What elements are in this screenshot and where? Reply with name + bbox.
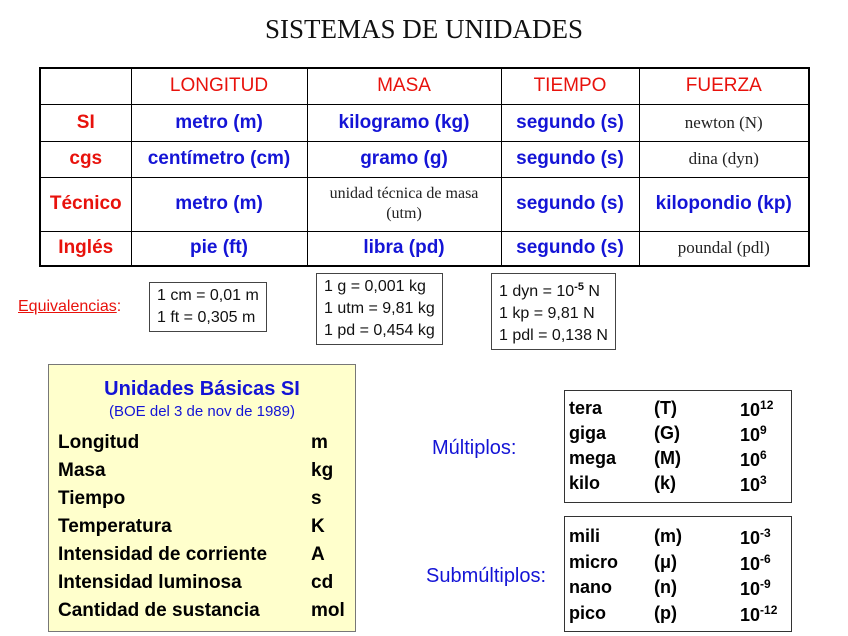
prefix-name: kilo: [569, 473, 601, 493]
equiv-line: 1 utm = 9,81 kg: [324, 300, 435, 317]
header-corner: [40, 68, 131, 104]
table-header-row: [40, 68, 809, 104]
header-fuerza: FUERZA: [639, 68, 809, 104]
equiv-line: 1 ft = 0,305 m: [157, 309, 256, 326]
prefix-power: [740, 603, 777, 626]
power-exponent: 12: [760, 398, 774, 412]
unit-name: Masa: [58, 460, 106, 481]
cell-tiempo: segundo (s): [501, 104, 639, 141]
table-row: [40, 231, 809, 266]
equiv-line: 1 pd = 0,454 kg: [324, 322, 435, 339]
row-system: Inglés: [40, 231, 131, 266]
power-base: 10: [740, 605, 761, 625]
cell-longitud: pie (ft): [131, 231, 307, 266]
prefix-symbol: (m): [654, 526, 682, 546]
basic-unit-row: [58, 544, 348, 572]
cell-longitud: centímetro (cm): [131, 141, 307, 177]
prefix-symbol: (k): [654, 473, 676, 493]
header-tiempo: TIEMPO: [501, 68, 639, 104]
unit-name: Temperatura: [58, 516, 172, 537]
unit-symbol: A: [311, 544, 325, 565]
prefix-symbol: (M): [654, 448, 681, 468]
prefix-power: [740, 398, 773, 421]
unit-name: Intensidad de corriente: [58, 544, 268, 565]
equiv-mass-box: [316, 273, 443, 345]
equiv-dyn-base: 1 dyn = 10: [499, 283, 575, 300]
cell-longitud: metro (m): [131, 177, 307, 231]
power-exponent: 6: [760, 448, 767, 462]
basic-units-title: Unidades Básicas SI: [104, 378, 300, 400]
cell-fuerza: newton (N): [639, 104, 809, 141]
basic-unit-row: [58, 516, 348, 544]
cell-masa: unidad técnica de masa (utm): [307, 177, 501, 231]
equivalencias-label: [18, 298, 121, 316]
unit-symbol: kg: [311, 460, 334, 481]
basic-unit-row: [58, 600, 348, 628]
unit-name: Intensidad luminosa: [58, 572, 242, 593]
cell-fuerza: dina (dyn): [639, 141, 809, 177]
power-exponent: -12: [760, 603, 778, 617]
prefix-power: [740, 577, 771, 600]
power-exponent: -6: [760, 552, 771, 566]
unit-name: Longitud: [58, 432, 140, 453]
power-base: 10: [740, 450, 761, 470]
cell-tiempo: segundo (s): [501, 177, 639, 231]
prefix-name: micro: [569, 552, 619, 572]
equiv-line: [499, 276, 608, 303]
unit-symbol: cd: [311, 572, 334, 593]
power-exponent: 9: [760, 423, 767, 437]
cell-masa: gramo (g): [307, 141, 501, 177]
equiv-line: 1 pdl = 0,138 N: [499, 327, 608, 344]
power-base: 10: [740, 425, 761, 445]
submultiplos-label: Submúltiplos:: [426, 565, 547, 587]
prefix-row: [569, 552, 789, 577]
power-exponent: -9: [760, 577, 771, 591]
cell-longitud: metro (m): [131, 104, 307, 141]
prefix-symbol: (n): [654, 577, 677, 597]
power-base: 10: [740, 554, 761, 574]
basic-unit-row: [58, 488, 348, 516]
unit-symbol: K: [311, 516, 325, 537]
equiv-line: 1 kp = 9,81 N: [499, 305, 595, 322]
cell-fuerza: poundal (pdl): [639, 231, 809, 266]
submultiplos-box: [564, 516, 792, 632]
table-row: [40, 177, 809, 231]
page-title: SISTEMAS DE UNIDADES: [264, 14, 583, 44]
power-base: 10: [740, 400, 761, 420]
unit-name: Cantidad de sustancia: [58, 600, 260, 621]
prefix-symbol: (T): [654, 398, 677, 418]
header-longitud: LONGITUD: [131, 68, 307, 104]
prefix-name: mega: [569, 448, 617, 468]
power-exponent: -3: [760, 526, 771, 540]
prefix-name: mili: [569, 526, 601, 546]
basic-unit-row: [58, 460, 348, 488]
unit-symbol: mol: [311, 600, 345, 621]
prefix-symbol: (μ): [654, 552, 678, 572]
power-exponent: 3: [760, 473, 767, 487]
row-system: cgs: [40, 141, 131, 177]
cell-tiempo: segundo (s): [501, 231, 639, 266]
prefix-row: [569, 448, 789, 473]
prefix-row: [569, 473, 789, 498]
equiv-line: 1 g = 0,001 kg: [324, 278, 426, 295]
prefix-power: [740, 552, 771, 575]
prefix-name: tera: [569, 398, 603, 418]
unit-name: Tiempo: [58, 488, 126, 509]
prefix-power: [740, 448, 767, 471]
table-row: [40, 141, 809, 177]
row-system: SI: [40, 104, 131, 141]
prefix-symbol: (G): [654, 423, 680, 443]
multiplos-box: [564, 390, 792, 503]
prefix-power: [740, 423, 767, 446]
basic-units-subtitle: (BOE del 3 de nov de 1989): [109, 403, 295, 420]
cell-masa: kilogramo (kg): [307, 104, 501, 141]
unit-symbol: s: [311, 488, 322, 509]
cell-fuerza: kilopondio (kp): [639, 177, 809, 231]
header-masa: MASA: [307, 68, 501, 104]
prefix-power: [740, 526, 771, 549]
equivalencias-colon: :: [116, 298, 122, 315]
prefix-symbol: (p): [654, 603, 677, 623]
basic-unit-row: [58, 572, 348, 600]
multiplos-label: Múltiplos:: [432, 437, 517, 459]
cell-masa: libra (pd): [307, 231, 501, 266]
equivalencias-label-text: Equivalencias: [18, 298, 117, 315]
unit-symbol: m: [311, 432, 328, 453]
prefix-name: nano: [569, 577, 612, 597]
basic-unit-row: [58, 432, 348, 460]
cell-tiempo: segundo (s): [501, 141, 639, 177]
power-base: 10: [740, 475, 761, 495]
units-table: [39, 67, 810, 267]
equiv-line: 1 cm = 0,01 m: [157, 287, 259, 304]
row-system: Técnico: [40, 177, 131, 231]
equiv-length-box: [149, 282, 267, 332]
prefix-name: giga: [569, 423, 607, 443]
equiv-dyn-exp: -5: [574, 281, 584, 293]
power-base: 10: [740, 528, 761, 548]
basic-units-box: [48, 364, 356, 632]
power-base: 10: [740, 579, 761, 599]
prefix-name: pico: [569, 603, 607, 623]
prefix-row: [569, 577, 789, 602]
prefix-row: [569, 603, 789, 628]
prefix-row: [569, 423, 789, 448]
equiv-dyn-unit: N: [583, 283, 600, 300]
prefix-power: [740, 473, 767, 496]
equiv-force-box: [491, 273, 616, 350]
prefix-row: [569, 398, 789, 423]
prefix-row: [569, 526, 789, 551]
table-row: [40, 104, 809, 141]
